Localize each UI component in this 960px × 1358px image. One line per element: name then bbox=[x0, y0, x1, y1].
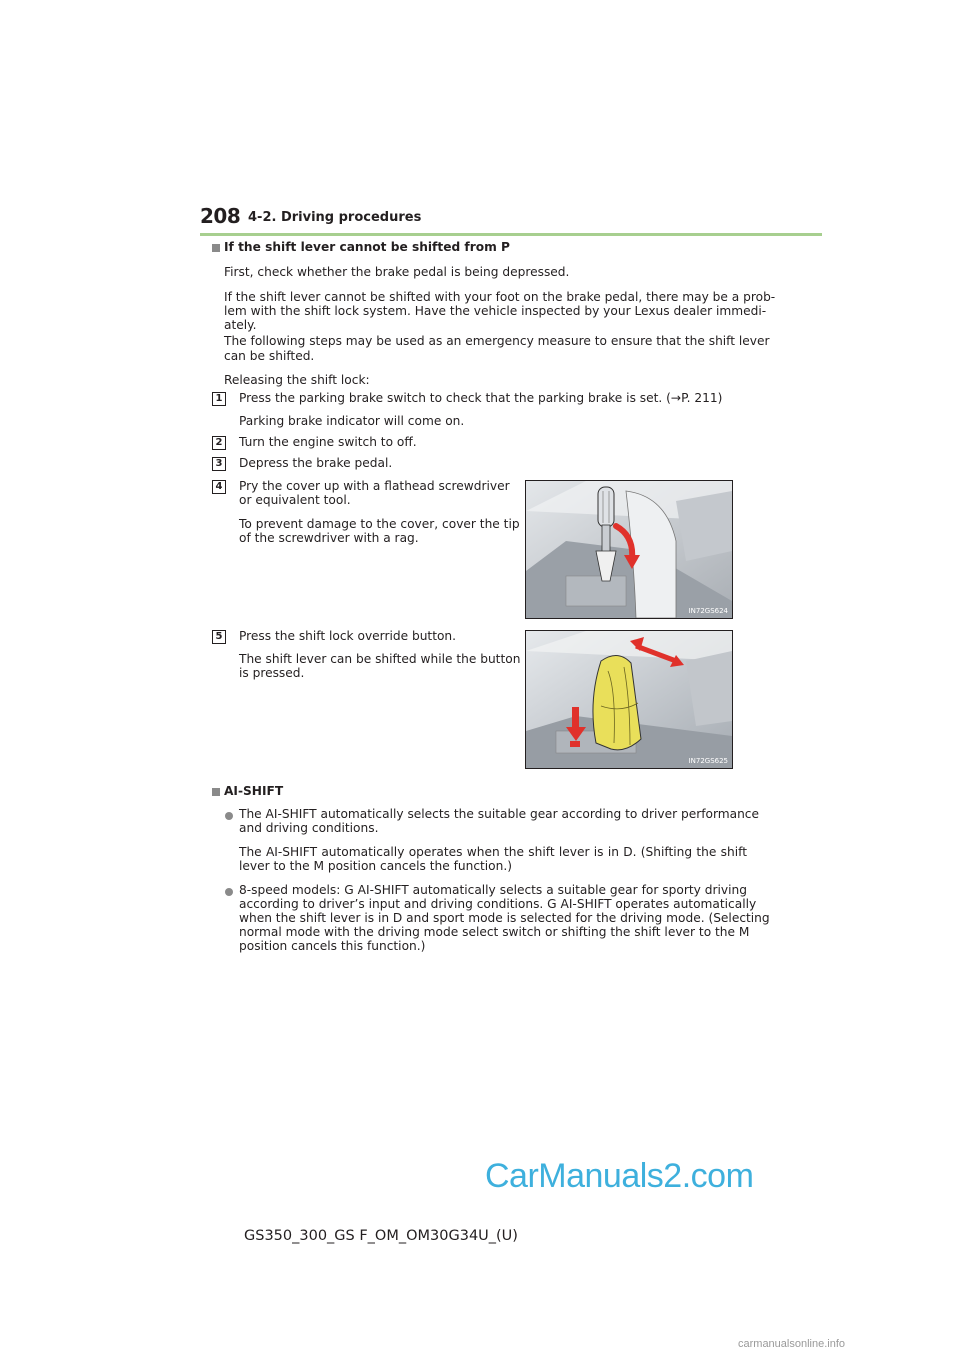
paragraph-line: according to driver’s input and driving conditions. G AI-SHIFT operates automatically bbox=[239, 897, 757, 911]
round-bullet-icon bbox=[225, 888, 233, 896]
paragraph-line: when the shift lever is in D and sport mode is selected for the driving mode. (Selecting bbox=[239, 911, 770, 925]
paragraph-line: The AI-SHIFT automatically operates when the shift lever is in D. (Shifting the shift bbox=[239, 845, 747, 859]
screwdriver-illustration bbox=[526, 481, 732, 618]
step-number-badge: 2 bbox=[212, 436, 226, 450]
step-number-badge: 5 bbox=[212, 630, 226, 644]
watermark-url: carmanualsonline.info bbox=[738, 1338, 846, 1350]
square-bullet-icon bbox=[212, 788, 220, 796]
page-number: 208 bbox=[200, 204, 241, 228]
paragraph-line: The AI-SHIFT automatically selects the suitable gear according to driver performance bbox=[239, 807, 760, 821]
shift-lever-illustration bbox=[526, 631, 732, 768]
section-title: 4-2. Driving procedures bbox=[248, 210, 422, 225]
step-text: Pry the cover up with a flathead screwdriver bbox=[239, 479, 510, 493]
step-number-badge: 4 bbox=[212, 480, 226, 494]
paragraph-line: The following steps may be used as an emergency measure to ensure that the shift lever bbox=[224, 334, 770, 348]
step-note: Parking brake indicator will come on. bbox=[239, 414, 465, 428]
square-bullet-icon bbox=[212, 244, 220, 252]
paragraph-line: ately. bbox=[224, 318, 257, 332]
section-heading-shift-p: If the shift lever cannot be shifted from P bbox=[224, 240, 510, 254]
step-number-badge: 1 bbox=[212, 392, 226, 406]
step-number-badge: 3 bbox=[212, 457, 226, 471]
paragraph-line: 8-speed models: G AI-SHIFT automatically selects a suitable gear for sporty driving bbox=[239, 883, 747, 897]
paragraph-line: If the shift lever cannot be shifted with your foot on the brake pedal, there may be a prob- bbox=[224, 290, 776, 304]
round-bullet-icon bbox=[225, 812, 233, 820]
step-text: Press the shift lock override button. bbox=[239, 629, 457, 643]
section-heading-ai-shift: AI-SHIFT bbox=[224, 784, 284, 798]
step-note: To prevent damage to the cover, cover the tip bbox=[239, 517, 520, 531]
paragraph-line: and driving conditions. bbox=[239, 821, 379, 835]
paragraph-line: lever to the M position cancels the function.) bbox=[239, 859, 512, 873]
paragraph-line: position cancels this function.) bbox=[239, 939, 426, 953]
paragraph-line: can be shifted. bbox=[224, 349, 315, 363]
step-text: or equivalent tool. bbox=[239, 493, 351, 507]
step-text: Press the parking brake switch to check that the parking brake is set. (→P. 211) bbox=[239, 391, 723, 405]
watermark-logo: CarManuals2.com bbox=[485, 1157, 754, 1195]
paragraph-line: First, check whether the brake pedal is being depressed. bbox=[224, 265, 570, 279]
paragraph-line: normal mode with the driving mode select switch or shifting the shift lever to the M bbox=[239, 925, 750, 939]
step-note: is pressed. bbox=[239, 666, 305, 680]
figure-screwdriver-cover bbox=[525, 480, 733, 619]
figure-code: IN72GS625 bbox=[688, 757, 728, 765]
header-rule bbox=[200, 233, 822, 236]
page-header bbox=[200, 204, 822, 236]
step-text: Depress the brake pedal. bbox=[239, 456, 393, 470]
paragraph-line: Releasing the shift lock: bbox=[224, 373, 370, 387]
step-text: Turn the engine switch to off. bbox=[239, 435, 417, 449]
step-note: of the screwdriver with a rag. bbox=[239, 531, 419, 545]
figure-code: IN72GS624 bbox=[688, 607, 728, 615]
figure-shift-lock-override bbox=[525, 630, 733, 769]
footer-document-code: GS350_300_GS F_OM_OM30G34U_(U) bbox=[244, 1228, 518, 1244]
step-note: The shift lever can be shifted while the button bbox=[239, 652, 521, 666]
paragraph-line: lem with the shift lock system. Have the vehicle inspected by your Lexus dealer immedi- bbox=[224, 304, 767, 318]
